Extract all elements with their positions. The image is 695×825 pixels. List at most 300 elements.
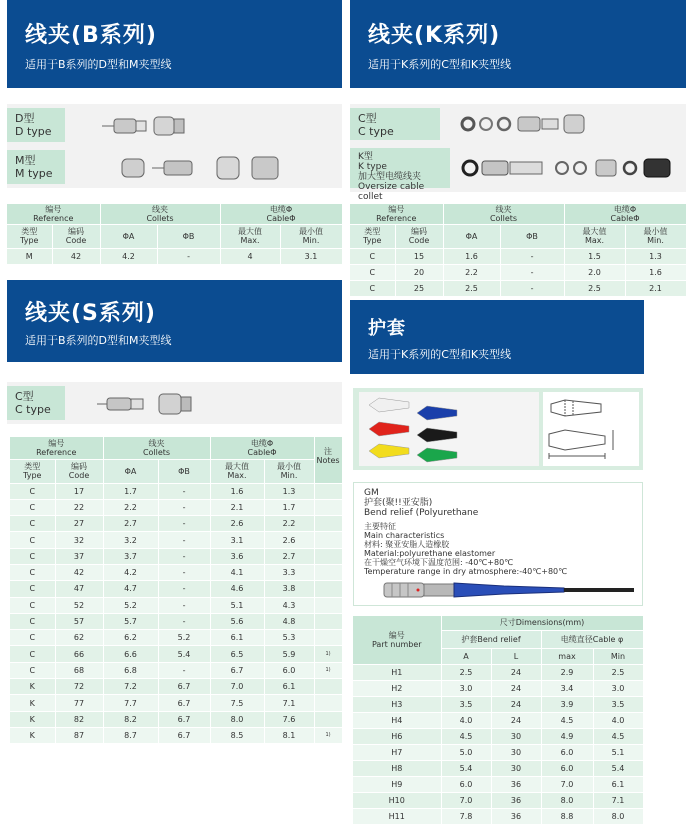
k-header-type: 类型 Type xyxy=(350,224,395,248)
k-header-cable: 电缆Φ CableΦ xyxy=(564,204,686,224)
table-cell: 4.0 xyxy=(593,712,643,728)
table-cell: - xyxy=(500,280,564,296)
b-series-subtitle: 适用于B系列的D型和M夹型线 xyxy=(25,58,172,71)
b-header-phi-a: ΦA xyxy=(100,224,157,248)
table-cell: 4.9 xyxy=(541,728,593,744)
table-cell: 8.0 xyxy=(541,793,593,809)
table-cell: 17 xyxy=(55,483,103,499)
table-cell: 3.3 xyxy=(264,564,314,580)
table-cell: 7.8 xyxy=(441,809,491,825)
gm-name-en: Bend relief (Polyurethane xyxy=(364,508,479,518)
table-cell: 2.7 xyxy=(264,548,314,564)
k-header-min: 最小值 Min. xyxy=(625,224,686,248)
bend-relief-sample xyxy=(369,444,409,458)
table-cell: 6.7 xyxy=(158,679,210,695)
table-cell: C xyxy=(10,548,55,564)
table-cell: 72 xyxy=(55,679,103,695)
gm-spec-1: Main characteristics xyxy=(364,531,445,540)
table-cell: 5.4 xyxy=(441,761,491,777)
b-header-type: 类型 Type xyxy=(7,224,52,248)
table-cell: 3.6 xyxy=(210,548,264,564)
table-cell xyxy=(314,679,342,695)
table-cell: C xyxy=(10,581,55,597)
table-cell: 6.0 xyxy=(264,662,314,678)
bend-relief-subtitle: 适用于K系列的C型和K夹型线 xyxy=(368,348,512,361)
table-cell: H7 xyxy=(353,744,441,760)
table-cell: 6.6 xyxy=(103,646,158,662)
table-cell: 1.3 xyxy=(264,483,314,499)
table-row xyxy=(10,532,342,548)
table-cell: 4.5 xyxy=(441,728,491,744)
table-cell: 7.0 xyxy=(441,793,491,809)
table-cell: 6.0 xyxy=(441,777,491,793)
table-cell: 2.6 xyxy=(264,532,314,548)
table-cell: 1.6 xyxy=(625,264,686,280)
gm-spec-5: Temperature range in dry atmosphere:-40℃+80℃ xyxy=(364,567,568,576)
table-cell: C xyxy=(10,613,55,629)
table-cell: 4.0 xyxy=(441,712,491,728)
table-cell: 6.0 xyxy=(541,744,593,760)
table-cell: 8.7 xyxy=(103,727,158,743)
table-cell: 57 xyxy=(55,613,103,629)
table-cell: 24 xyxy=(491,680,541,696)
k-series-banner xyxy=(350,0,686,88)
bend-relief-dimension-drawing xyxy=(543,392,639,466)
table-cell: 2.5 xyxy=(441,664,491,680)
b-type-m-row xyxy=(7,146,342,188)
table-cell: 5.1 xyxy=(210,597,264,613)
table-cell: 1.7 xyxy=(103,483,158,499)
table-cell: 7.1 xyxy=(264,695,314,711)
s-header-min: 最小值 Min. xyxy=(264,459,314,483)
table-cell: 7.0 xyxy=(541,777,593,793)
table-cell: 6.7 xyxy=(158,695,210,711)
table-cell: K xyxy=(10,711,55,727)
table-cell: 62 xyxy=(55,630,103,646)
k-series-title: 线夹(K系列) xyxy=(368,23,501,48)
table-cell: C xyxy=(10,516,55,532)
table-cell: 24 xyxy=(491,664,541,680)
table-cell: C xyxy=(350,280,395,296)
table-cell: 1.6 xyxy=(443,248,500,264)
table-cell: C xyxy=(10,499,55,515)
table-row xyxy=(350,280,686,296)
table-cell: 2.2 xyxy=(103,499,158,515)
table-cell: 2.5 xyxy=(564,280,625,296)
table-cell: 6.7 xyxy=(158,727,210,743)
table-cell: 87 xyxy=(55,727,103,743)
bend-relief-table xyxy=(353,616,644,825)
c-type-collet-illustration xyxy=(460,110,610,138)
table-row xyxy=(10,679,342,695)
table-cell: 22 xyxy=(55,499,103,515)
k-header-phi-a: ΦA xyxy=(443,224,500,248)
table-cell: 32 xyxy=(55,532,103,548)
table-cell: 5.4 xyxy=(593,761,643,777)
table-cell xyxy=(314,581,342,597)
s-series-table xyxy=(10,437,343,744)
bend-relief-image-row xyxy=(353,388,643,470)
k-type-c-row xyxy=(350,104,686,144)
bend-relief-banner xyxy=(350,300,644,374)
k-header-max: 最大值 Max. xyxy=(564,224,625,248)
table-cell: 6.8 xyxy=(103,662,158,678)
table-cell: 4.1 xyxy=(210,564,264,580)
b-series-table xyxy=(7,204,343,265)
table-cell: 6.7 xyxy=(210,662,264,678)
table-row xyxy=(353,809,643,825)
table-row xyxy=(7,248,342,264)
s-series-title: 线夹(S系列) xyxy=(25,301,156,326)
table-cell: - xyxy=(158,662,210,678)
table-cell: 15 xyxy=(395,248,443,264)
table-cell: - xyxy=(158,564,210,580)
table-row xyxy=(10,548,342,564)
table-cell: 20 xyxy=(395,264,443,280)
table-cell: - xyxy=(158,613,210,629)
table-cell: 8.5 xyxy=(210,727,264,743)
table-cell: 3.1 xyxy=(210,532,264,548)
table-cell: H10 xyxy=(353,793,441,809)
table-cell: K xyxy=(10,727,55,743)
table-cell: 6.2 xyxy=(103,630,158,646)
table-cell: C xyxy=(10,483,55,499)
gm-name-cn: 护套(聚!!亚安脂) xyxy=(364,498,433,508)
table-cell: 36 xyxy=(491,809,541,825)
table-cell: - xyxy=(158,499,210,515)
table-cell: 7.0 xyxy=(210,679,264,695)
k-header-collets: 线夹 Collets xyxy=(443,204,564,224)
s-header-cable: 电缆Φ CableΦ xyxy=(210,437,314,459)
s-header-phi-b: ΦB xyxy=(158,459,210,483)
table-cell: M xyxy=(7,248,52,264)
table-row xyxy=(10,711,342,727)
table-cell: 1.3 xyxy=(625,248,686,264)
table-cell: 6.0 xyxy=(541,761,593,777)
table-row xyxy=(353,696,643,712)
table-cell: 6.1 xyxy=(593,777,643,793)
table-cell: 5.1 xyxy=(593,744,643,760)
table-cell: 4 xyxy=(220,248,280,264)
table-row xyxy=(353,712,643,728)
m-type-collet-illustration xyxy=(122,152,292,182)
s-series-subtitle: 适用于B系列的D型和M夹型线 xyxy=(25,334,172,347)
table-cell: 3.1 xyxy=(280,248,342,264)
table-cell: 3.7 xyxy=(103,548,158,564)
table-cell xyxy=(314,564,342,580)
b-type-d-label: D型 D type xyxy=(7,108,65,142)
table-row xyxy=(10,695,342,711)
table-cell: 4.6 xyxy=(210,581,264,597)
table-cell: 24 xyxy=(491,712,541,728)
table-row xyxy=(10,564,342,580)
d-type-collet-illustration xyxy=(102,110,202,140)
table-cell xyxy=(314,695,342,711)
s-header-phi-a: ΦA xyxy=(103,459,158,483)
table-cell: 1) xyxy=(314,727,342,743)
b-type-m-label: M型 M type xyxy=(7,150,65,184)
table-cell: 5.6 xyxy=(210,613,264,629)
table-cell: 68 xyxy=(55,662,103,678)
table-cell: 42 xyxy=(52,248,100,264)
b-header-code: 编码 Code xyxy=(52,224,100,248)
k-type-c-label: C型 C type xyxy=(350,108,440,140)
k-header-phi-b: ΦB xyxy=(500,224,564,248)
table-cell xyxy=(314,483,342,499)
table-cell: C xyxy=(10,662,55,678)
s-series-banner xyxy=(7,280,342,362)
table-cell: 30 xyxy=(491,728,541,744)
s-header-code: 编码 Code xyxy=(55,459,103,483)
bend-relief-photo xyxy=(359,392,539,466)
table-cell: 3.9 xyxy=(541,696,593,712)
table-cell: 3.0 xyxy=(593,680,643,696)
table-row xyxy=(10,613,342,629)
table-cell: 1.5 xyxy=(564,248,625,264)
table-row xyxy=(10,727,342,743)
table-cell: 30 xyxy=(491,761,541,777)
table-cell: 1) xyxy=(314,662,342,678)
table-row xyxy=(353,728,643,744)
table-row xyxy=(353,744,643,760)
table-row xyxy=(353,664,643,680)
table-cell: 52 xyxy=(55,597,103,613)
table-cell: C xyxy=(350,248,395,264)
table-cell: 30 xyxy=(491,744,541,760)
table-cell: 36 xyxy=(491,793,541,809)
bend-relief-sample xyxy=(369,422,409,436)
table-cell: H3 xyxy=(353,696,441,712)
br-header-min: Min xyxy=(593,648,643,664)
table-cell: 4.2 xyxy=(100,248,157,264)
table-cell xyxy=(314,499,342,515)
table-cell: H1 xyxy=(353,664,441,680)
table-cell: 2.5 xyxy=(443,280,500,296)
table-cell: H11 xyxy=(353,809,441,825)
table-cell: 5.2 xyxy=(158,630,210,646)
table-cell: 2.1 xyxy=(625,280,686,296)
table-row xyxy=(353,793,643,809)
table-cell: 3.0 xyxy=(441,680,491,696)
table-cell: 36 xyxy=(491,777,541,793)
table-cell xyxy=(314,597,342,613)
table-cell: H4 xyxy=(353,712,441,728)
bend-relief-sample xyxy=(369,398,409,412)
table-cell: 8.8 xyxy=(541,809,593,825)
table-cell: 8.0 xyxy=(210,711,264,727)
table-cell: C xyxy=(10,564,55,580)
b-header-reference: 编号 Reference xyxy=(7,204,100,224)
table-cell: 6.1 xyxy=(210,630,264,646)
table-cell: - xyxy=(158,532,210,548)
bend-relief-sample xyxy=(417,406,457,420)
table-cell: 3.8 xyxy=(264,581,314,597)
table-cell xyxy=(314,516,342,532)
b-header-collets: 线夹 Collets xyxy=(100,204,220,224)
table-row xyxy=(10,581,342,597)
table-row xyxy=(353,761,643,777)
bend-relief-table-body xyxy=(353,664,643,825)
table-cell: 7.1 xyxy=(593,793,643,809)
table-cell xyxy=(314,532,342,548)
table-cell: 5.4 xyxy=(158,646,210,662)
s-header-max: 最大值 Max. xyxy=(210,459,264,483)
table-row xyxy=(10,630,342,646)
b-series-table-body xyxy=(7,248,342,264)
s-c-type-collet-illustration xyxy=(97,388,207,418)
table-cell: 7.5 xyxy=(210,695,264,711)
k-series-table-body xyxy=(350,248,686,296)
table-cell: C xyxy=(10,630,55,646)
table-cell: - xyxy=(158,516,210,532)
k-type-k-label: K型 K type 加大型电缆线夹 Oversize cable collet xyxy=(350,148,450,188)
gm-spec-3: Material:polyurethane elastomer xyxy=(364,549,496,558)
s-header-reference: 编号 Reference xyxy=(10,437,103,459)
table-cell: - xyxy=(158,483,210,499)
table-cell: 5.9 xyxy=(264,646,314,662)
s-header-type: 类型 Type xyxy=(10,459,55,483)
table-cell xyxy=(314,630,342,646)
bend-relief-colors xyxy=(359,392,539,466)
br-header-dimensions: 尺寸Dimensions(mm) xyxy=(441,616,643,630)
table-cell: 82 xyxy=(55,711,103,727)
table-row xyxy=(353,680,643,696)
br-header-a: A xyxy=(441,648,491,664)
table-cell: 2.6 xyxy=(210,516,264,532)
table-cell: 7.6 xyxy=(264,711,314,727)
table-row xyxy=(10,499,342,515)
k-header-reference: 编号 Reference xyxy=(350,204,443,224)
table-cell: - xyxy=(500,264,564,280)
table-cell: 6.7 xyxy=(158,711,210,727)
gm-spec-0: 主要特征 xyxy=(364,522,396,531)
table-cell: 4.2 xyxy=(103,564,158,580)
b-header-min: 最小值 Min. xyxy=(280,224,342,248)
table-cell: 5.0 xyxy=(441,744,491,760)
table-cell: H9 xyxy=(353,777,441,793)
table-cell: - xyxy=(500,248,564,264)
table-cell: 7.7 xyxy=(103,695,158,711)
s-series-table-body xyxy=(10,483,342,744)
bend-relief-sample xyxy=(417,428,457,442)
connector-cable-illustration xyxy=(384,575,634,605)
table-cell: 5.3 xyxy=(264,630,314,646)
table-cell: - xyxy=(158,597,210,613)
table-row xyxy=(10,597,342,613)
table-cell: 8.2 xyxy=(103,711,158,727)
table-cell: 5.2 xyxy=(103,597,158,613)
b-type-d-row xyxy=(7,104,342,146)
table-cell: C xyxy=(10,597,55,613)
table-cell: 3.4 xyxy=(541,680,593,696)
table-cell: 6.1 xyxy=(264,679,314,695)
table-cell: - xyxy=(157,248,220,264)
table-cell: - xyxy=(158,548,210,564)
table-cell xyxy=(314,711,342,727)
s-header-notes: 注 Notes xyxy=(314,437,342,483)
table-cell: 2.9 xyxy=(541,664,593,680)
table-cell: 2.2 xyxy=(443,264,500,280)
table-cell: 2.2 xyxy=(264,516,314,532)
table-cell: 3.2 xyxy=(103,532,158,548)
table-cell: 4.3 xyxy=(264,597,314,613)
table-row xyxy=(10,662,342,678)
k-type-k-row xyxy=(350,144,686,202)
table-row xyxy=(10,646,342,662)
gm-code: GM xyxy=(364,488,379,498)
b-series-title: 线夹(B系列) xyxy=(25,23,157,48)
table-cell: H6 xyxy=(353,728,441,744)
table-cell: 8.0 xyxy=(593,809,643,825)
table-cell: 4.5 xyxy=(593,728,643,744)
table-cell: H2 xyxy=(353,680,441,696)
table-cell xyxy=(314,548,342,564)
table-cell: 27 xyxy=(55,516,103,532)
table-cell: 2.5 xyxy=(593,664,643,680)
table-cell: 77 xyxy=(55,695,103,711)
table-cell: 3.5 xyxy=(593,696,643,712)
table-cell: 42 xyxy=(55,564,103,580)
gm-description-box xyxy=(353,482,643,606)
s-type-c-row xyxy=(7,382,342,424)
table-cell: 2.7 xyxy=(103,516,158,532)
table-row xyxy=(10,483,342,499)
table-row xyxy=(350,264,686,280)
br-header-bend-relief: 护套Bend relief xyxy=(441,630,541,648)
table-cell: 1.7 xyxy=(264,499,314,515)
table-cell: C xyxy=(10,646,55,662)
b-series-banner xyxy=(7,0,342,88)
table-cell: 66 xyxy=(55,646,103,662)
table-cell: 4.8 xyxy=(264,613,314,629)
br-header-cable: 电缆直径Cable φ xyxy=(541,630,643,648)
table-cell: 2.1 xyxy=(210,499,264,515)
table-cell: K xyxy=(10,695,55,711)
b-header-phi-b: ΦB xyxy=(157,224,220,248)
table-cell: C xyxy=(350,264,395,280)
table-cell xyxy=(314,613,342,629)
table-cell: 24 xyxy=(491,696,541,712)
table-cell: 25 xyxy=(395,280,443,296)
table-cell: 47 xyxy=(55,581,103,597)
b-header-max: 最大值 Max. xyxy=(220,224,280,248)
table-cell: 1) xyxy=(314,646,342,662)
table-cell: 3.5 xyxy=(441,696,491,712)
gm-spec-4: 在干燥空气环境下温度范围: -40℃+80℃ xyxy=(364,558,514,567)
table-row xyxy=(350,248,686,264)
k-series-table xyxy=(350,204,687,297)
table-cell: H8 xyxy=(353,761,441,777)
table-cell: 6.5 xyxy=(210,646,264,662)
table-cell: 1.6 xyxy=(210,483,264,499)
table-cell: 5.7 xyxy=(103,613,158,629)
table-row xyxy=(353,777,643,793)
b-header-cable: 电缆Φ CableΦ xyxy=(220,204,342,224)
br-header-part-number: 编号 Part number xyxy=(353,616,441,664)
table-cell: C xyxy=(10,532,55,548)
bend-relief-title: 护套 xyxy=(368,318,406,339)
table-cell: 4.7 xyxy=(103,581,158,597)
s-type-c-label: C型 C type xyxy=(7,386,65,420)
table-cell: 37 xyxy=(55,548,103,564)
gm-spec-2: 材料: 聚亚安脂人造橡胶 xyxy=(364,540,450,549)
table-row xyxy=(10,516,342,532)
table-cell: 4.5 xyxy=(541,712,593,728)
s-header-collets: 线夹 Collets xyxy=(103,437,210,459)
br-header-max: max xyxy=(541,648,593,664)
br-header-l: L xyxy=(491,648,541,664)
k-type-collet-illustration xyxy=(460,154,685,182)
